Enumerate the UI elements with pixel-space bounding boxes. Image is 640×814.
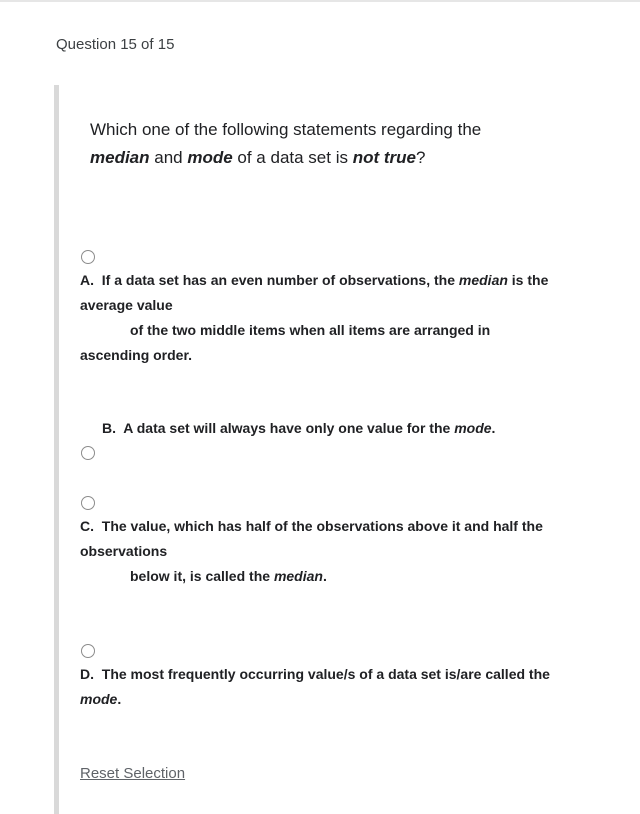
option-text: below it, is called the: [130, 568, 274, 584]
question-emphasis-median: median: [90, 148, 150, 167]
option-text: The value, which has half of the observations above it and half the: [101, 518, 543, 534]
option-text: is the: [507, 272, 549, 288]
option-text: average value: [80, 297, 173, 313]
question-text-part: Which one of the following statements regarding the: [90, 120, 482, 139]
option-a-radio[interactable]: [81, 250, 95, 264]
option-text: The most frequently occurring value/s of a data set is/are called the: [101, 666, 550, 682]
option-text-emphasis: median: [458, 272, 508, 288]
option-text: of the two middle items when all items are arranged in: [130, 322, 491, 338]
option-text: .: [322, 568, 327, 584]
option-letter: C.: [80, 518, 94, 534]
option-text-emphasis: median: [273, 568, 323, 584]
option-a-label[interactable]: [80, 268, 620, 368]
question-emphasis-mode: mode: [187, 148, 233, 167]
question-counter: Question 15 of 15: [56, 36, 175, 53]
question-card-accent-bar: [54, 85, 59, 814]
option-letter: B.: [102, 420, 116, 436]
question-emphasis-not-true: not true: [352, 148, 416, 167]
option-letter: A.: [80, 272, 94, 288]
question-prompt: [90, 116, 570, 172]
option-text: observations: [80, 543, 168, 559]
option-b-label[interactable]: [102, 416, 640, 441]
option-c-label[interactable]: [80, 514, 620, 589]
question-text-part: ?: [415, 148, 426, 167]
question-text-part: of a data set is: [232, 148, 353, 167]
option-text: .: [491, 420, 496, 436]
option-text: ascending order.: [80, 347, 193, 363]
option-text: .: [117, 691, 122, 707]
option-text: A data set will always have only one value for the: [123, 420, 455, 436]
option-letter: D.: [80, 666, 94, 682]
question-text-part: and: [149, 148, 188, 167]
option-b-radio[interactable]: [81, 446, 95, 460]
option-text-emphasis: mode: [80, 691, 118, 707]
reset-selection-link[interactable]: Reset Selection: [80, 765, 186, 782]
option-d-label[interactable]: [80, 662, 620, 712]
option-text-emphasis: mode: [454, 420, 492, 436]
option-c-radio[interactable]: [81, 496, 95, 510]
top-divider: [0, 0, 640, 2]
option-d-radio[interactable]: [81, 644, 95, 658]
option-text: If a data set has an even number of observations, the: [101, 272, 459, 288]
